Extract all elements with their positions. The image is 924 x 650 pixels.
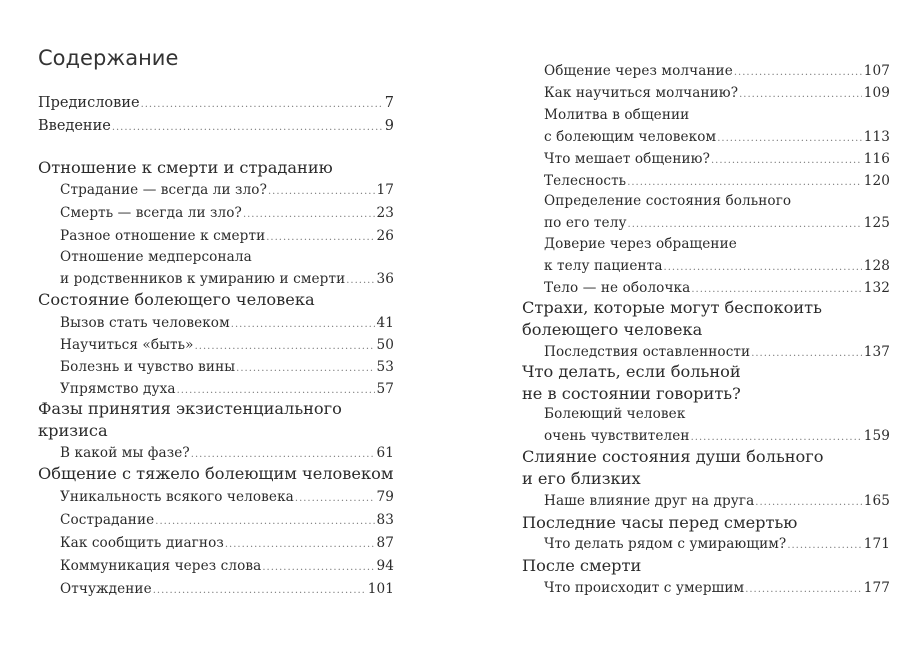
dot-leader (195, 336, 375, 358)
toc-page-number: 41 (376, 315, 394, 331)
toc-entry-title: Научиться «быть» (60, 337, 194, 353)
toc-page-number: 7 (384, 95, 394, 111)
toc-entry-title: Как научиться молчанию? (544, 85, 739, 101)
toc-entry (544, 533, 890, 555)
toc-entry-title: Молитва в общении (544, 107, 690, 123)
toc-page-number: 132 (863, 280, 890, 296)
dot-leader (717, 128, 862, 150)
toc-chapter-heading (522, 319, 890, 341)
dot-leader (153, 580, 366, 602)
toc-page-number: 17 (376, 182, 394, 198)
toc-entry (544, 212, 890, 234)
toc-entry-title: и родственников к умиранию и смерти (60, 271, 346, 287)
toc-page-number: 171 (863, 536, 890, 552)
dot-leader (231, 314, 375, 336)
toc-entry-title: Предисловие (38, 95, 140, 111)
toc-page-number: 57 (376, 381, 394, 397)
toc-entry-title: Общение через молчание (544, 63, 733, 79)
toc-entry-title: к телу пациента (544, 258, 663, 274)
toc-entry-title: Последствия оставленности (544, 344, 751, 360)
toc-entry (544, 255, 890, 277)
toc-page-number: 116 (863, 151, 890, 167)
toc-entry-title: После смерти (522, 556, 642, 575)
toc-page-number: 137 (863, 344, 890, 360)
toc-entry-title: Как сообщить диагноз (60, 535, 224, 551)
toc-entry-title: Болеющий человек (544, 406, 686, 422)
toc-entry-title: болеющего человека (522, 320, 703, 339)
toc-entry-title: по его телу (544, 215, 627, 231)
toc-entry (544, 170, 890, 192)
toc-chapter-heading (38, 398, 394, 420)
toc-page-number: 125 (863, 215, 890, 231)
toc-page-number: 87 (376, 535, 394, 551)
toc-entry-title: Что делать, если больной (522, 362, 741, 381)
toc-entry (544, 60, 890, 82)
toc-entry-title: Страдание — всегда ли зло? (60, 182, 267, 198)
toc-entry-title: Телесность (544, 173, 627, 189)
toc-entry (544, 425, 890, 447)
toc-page-number: 94 (376, 558, 394, 574)
toc-entry (60, 246, 394, 268)
toc-page-number: 120 (863, 173, 890, 189)
toc-chapter-heading (522, 383, 890, 405)
dot-leader (112, 117, 383, 139)
dot-leader (755, 492, 861, 514)
toc-entry (544, 403, 890, 425)
toc-page-number: 113 (863, 129, 890, 145)
toc-chapter-heading (38, 289, 394, 311)
toc-page-number: 26 (376, 228, 394, 244)
toc-entry-title: Доверие через обращение (544, 236, 737, 252)
dot-leader (243, 204, 375, 226)
toc-entry-title: Наше влияние друг на друга (544, 493, 755, 509)
toc-entry-title: Фазы принятия экзистенциального (38, 399, 342, 418)
toc-entry (60, 334, 394, 356)
toc-entry (60, 486, 394, 508)
toc-entry (544, 490, 890, 512)
toc-page-number: 50 (376, 337, 394, 353)
toc-entry-title: Отношение к смерти и страданию (38, 158, 333, 177)
toc-page-number: 128 (863, 258, 890, 274)
toc-entry-title: Болезнь и чувство вины (60, 359, 236, 375)
toc-entry (60, 378, 394, 400)
toc-entry-title: Разное отношение к смерти (60, 228, 266, 244)
dot-leader (711, 150, 862, 172)
toc-page-number: 101 (367, 581, 394, 597)
toc-title: Содержание (38, 46, 179, 70)
toc-page-number: 9 (384, 118, 394, 134)
toc-entry (60, 356, 394, 378)
toc-entry (60, 225, 394, 247)
toc-entry-title: Коммуникация через слова (60, 558, 262, 574)
toc-chapter-heading (522, 361, 890, 383)
toc-entry (544, 82, 890, 104)
dot-leader (268, 181, 375, 203)
toc-entry (60, 555, 394, 577)
dot-leader (739, 84, 862, 106)
toc-entry (544, 577, 890, 599)
toc-entry (544, 148, 890, 170)
toc-page-number: 177 (863, 580, 890, 596)
toc-entry-title: очень чувствителен (544, 428, 690, 444)
toc-page-number: 36 (376, 271, 394, 287)
dot-leader (295, 488, 375, 510)
toc-entry (544, 126, 890, 148)
dot-leader (155, 511, 374, 533)
toc-entry-title: Сострадание (60, 512, 155, 528)
toc-entry (60, 312, 394, 334)
toc-entry-title: Определение состояния больного (544, 193, 792, 209)
toc-page-number: 79 (376, 489, 394, 505)
dot-leader (745, 579, 862, 601)
dot-leader (787, 535, 861, 557)
dot-leader (664, 257, 862, 279)
toc-chapter-heading (38, 420, 394, 442)
toc-entry (60, 179, 394, 201)
toc-entry (60, 268, 394, 290)
toc-entry (60, 532, 394, 554)
toc-entry-title: Отчуждение (60, 581, 152, 597)
toc-page-number: 61 (376, 445, 394, 461)
toc-entry-title: Введение (38, 118, 111, 134)
toc-entry (544, 104, 890, 126)
toc-entry-title: Отношение медперсонала (60, 249, 252, 265)
toc-chapter-heading (38, 463, 394, 485)
toc-entry-title: с болеющим человеком (544, 129, 717, 145)
toc-chapter-heading (522, 446, 890, 468)
dot-leader (734, 62, 862, 84)
toc-entry-title: не в состоянии говорить? (522, 384, 741, 403)
toc-page-number: 23 (376, 205, 394, 221)
toc-entry (60, 202, 394, 224)
toc-entry-title: и его близких (522, 469, 641, 488)
toc-entry (544, 277, 890, 299)
toc-entry-title: Общение с тяжело болеющим человеком (38, 464, 394, 483)
toc-entry-title: Тело — не оболочка (544, 280, 691, 296)
toc-entry-title: Что мешает общению? (544, 151, 710, 167)
dot-leader (141, 94, 383, 116)
toc-entry (60, 509, 394, 531)
dot-leader (262, 557, 374, 579)
toc-entry-title: Страхи, которые могут беспокоить (522, 298, 822, 317)
toc-page-number: 83 (376, 512, 394, 528)
toc-page-number: 107 (863, 63, 890, 79)
toc-entry-title: Что происходит с умершим (544, 580, 745, 596)
toc-entry-title: Что делать рядом с умирающим? (544, 536, 787, 552)
toc-chapter-heading (522, 297, 890, 319)
toc-chapter-heading (38, 157, 394, 179)
toc-chapter-heading (522, 555, 890, 577)
toc-chapter-heading (522, 512, 890, 534)
dot-leader (225, 534, 375, 556)
toc-entry-title: В какой мы фазе? (60, 445, 190, 461)
toc-entry (38, 115, 394, 137)
toc-entry-title: Слияние состояния души больного (522, 447, 824, 466)
toc-page-number: 109 (863, 85, 890, 101)
toc-entry (60, 442, 394, 464)
toc-entry-title: Упрямство духа (60, 381, 176, 397)
toc-chapter-heading (522, 468, 890, 490)
toc-entry (38, 92, 394, 114)
toc-page-number: 53 (376, 359, 394, 375)
toc-entry-title: Последние часы перед смертью (522, 513, 798, 532)
toc-entry-title: Состояние болеющего человека (38, 290, 315, 309)
toc-entry (544, 233, 890, 255)
toc-entry-title: Смерть — всегда ли зло? (60, 205, 242, 221)
toc-page-number: 159 (863, 428, 890, 444)
toc-entry (544, 341, 890, 363)
toc-entry-title: Уникальность всякого человека (60, 489, 294, 505)
toc-page-number: 165 (863, 493, 890, 509)
toc-entry-title: Вызов стать человеком (60, 315, 230, 331)
toc-entry (544, 190, 890, 212)
toc-entry (60, 578, 394, 600)
toc-entry-title: кризиса (38, 421, 108, 440)
dot-leader (236, 358, 374, 380)
